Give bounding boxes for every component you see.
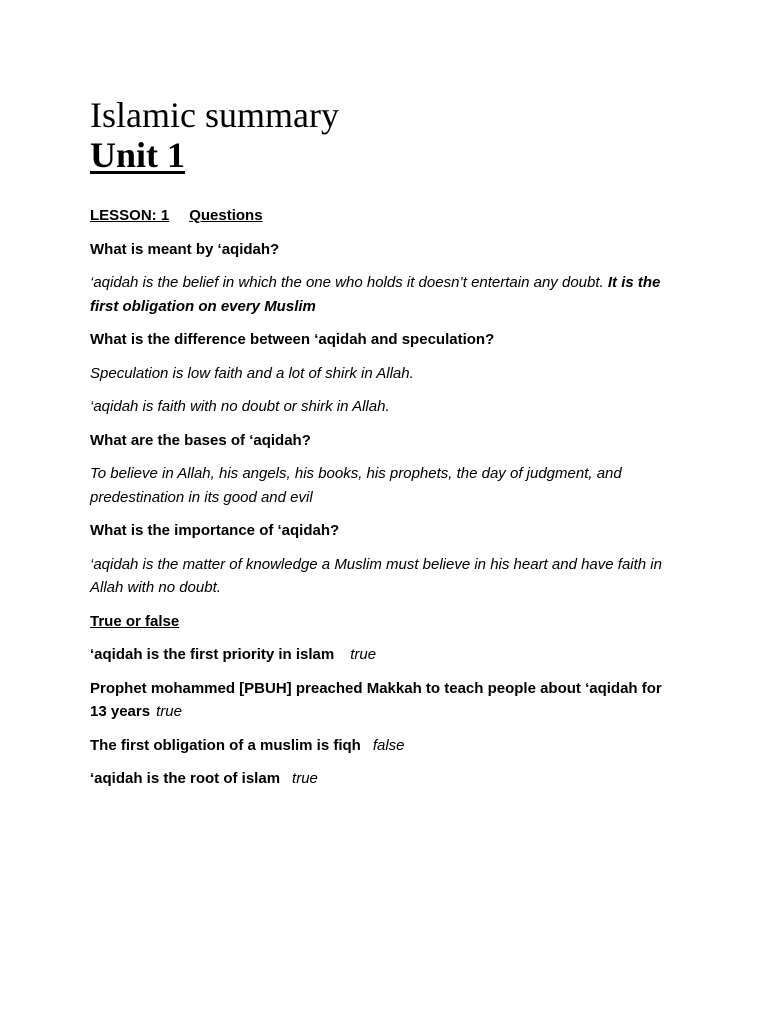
tf-answer: true (350, 646, 377, 663)
lesson-heading (90, 204, 680, 228)
answer-4: ‘aqidah is the matter of knowledge a Muslim must believe in his heart and have faith in Allah with no doubt. (90, 555, 662, 596)
true-false-item-3 (90, 734, 680, 758)
true-false-heading: True or false (90, 612, 180, 630)
question-3: What are the bases of ‘aqidah? (90, 431, 311, 449)
tf-answer: false (372, 736, 405, 754)
answer-1-text: ‘aqidah is the belief in which the one who holds it doesn’t entertain any doubt (90, 274, 600, 291)
answer-1 (90, 271, 680, 318)
answer-3: To believe in Allah, his angels, his books, his prophets, the day of judgment, and predestination in its good and evil (90, 465, 622, 506)
question-2: What is the difference between ‘aqidah and speculation? (90, 331, 495, 348)
lesson-section: Questions (189, 207, 263, 224)
document-title: Islamic summary (90, 95, 339, 135)
tf-answer: true (156, 703, 182, 720)
tf-answer: true (292, 770, 318, 787)
tf-statement: Prophet mohammed [PBUH] preached Makkah to teach people about ‘aqidah for 13 years (90, 679, 662, 720)
true-false-item-4 (90, 767, 680, 791)
answer-1-emphasis: It is the first obligation on every Muslim (90, 274, 661, 315)
tf-statement: ‘aqidah is the first priority in islam (90, 646, 335, 663)
question-4: What is the importance of ‘aqidah? (90, 522, 340, 539)
question-1: What is meant by ‘aqidah? (90, 240, 280, 258)
answer-2b: ‘aqidah is faith with no doubt or shirk in Allah. (90, 398, 390, 415)
unit-heading: Unit 1 (90, 135, 186, 175)
lesson-label: LESSON: 1 (90, 207, 170, 224)
true-false-item-1 (90, 643, 680, 667)
answer-2a: Speculation is low faith and a lot of shirk in Allah. (90, 364, 414, 382)
true-false-item-2 (90, 677, 680, 724)
tf-statement: The first obligation of a muslim is fiqh (90, 736, 361, 754)
tf-statement: ‘aqidah is the root of islam (90, 770, 281, 787)
document-page (90, 95, 680, 791)
answer-1-separator: . (599, 274, 608, 291)
